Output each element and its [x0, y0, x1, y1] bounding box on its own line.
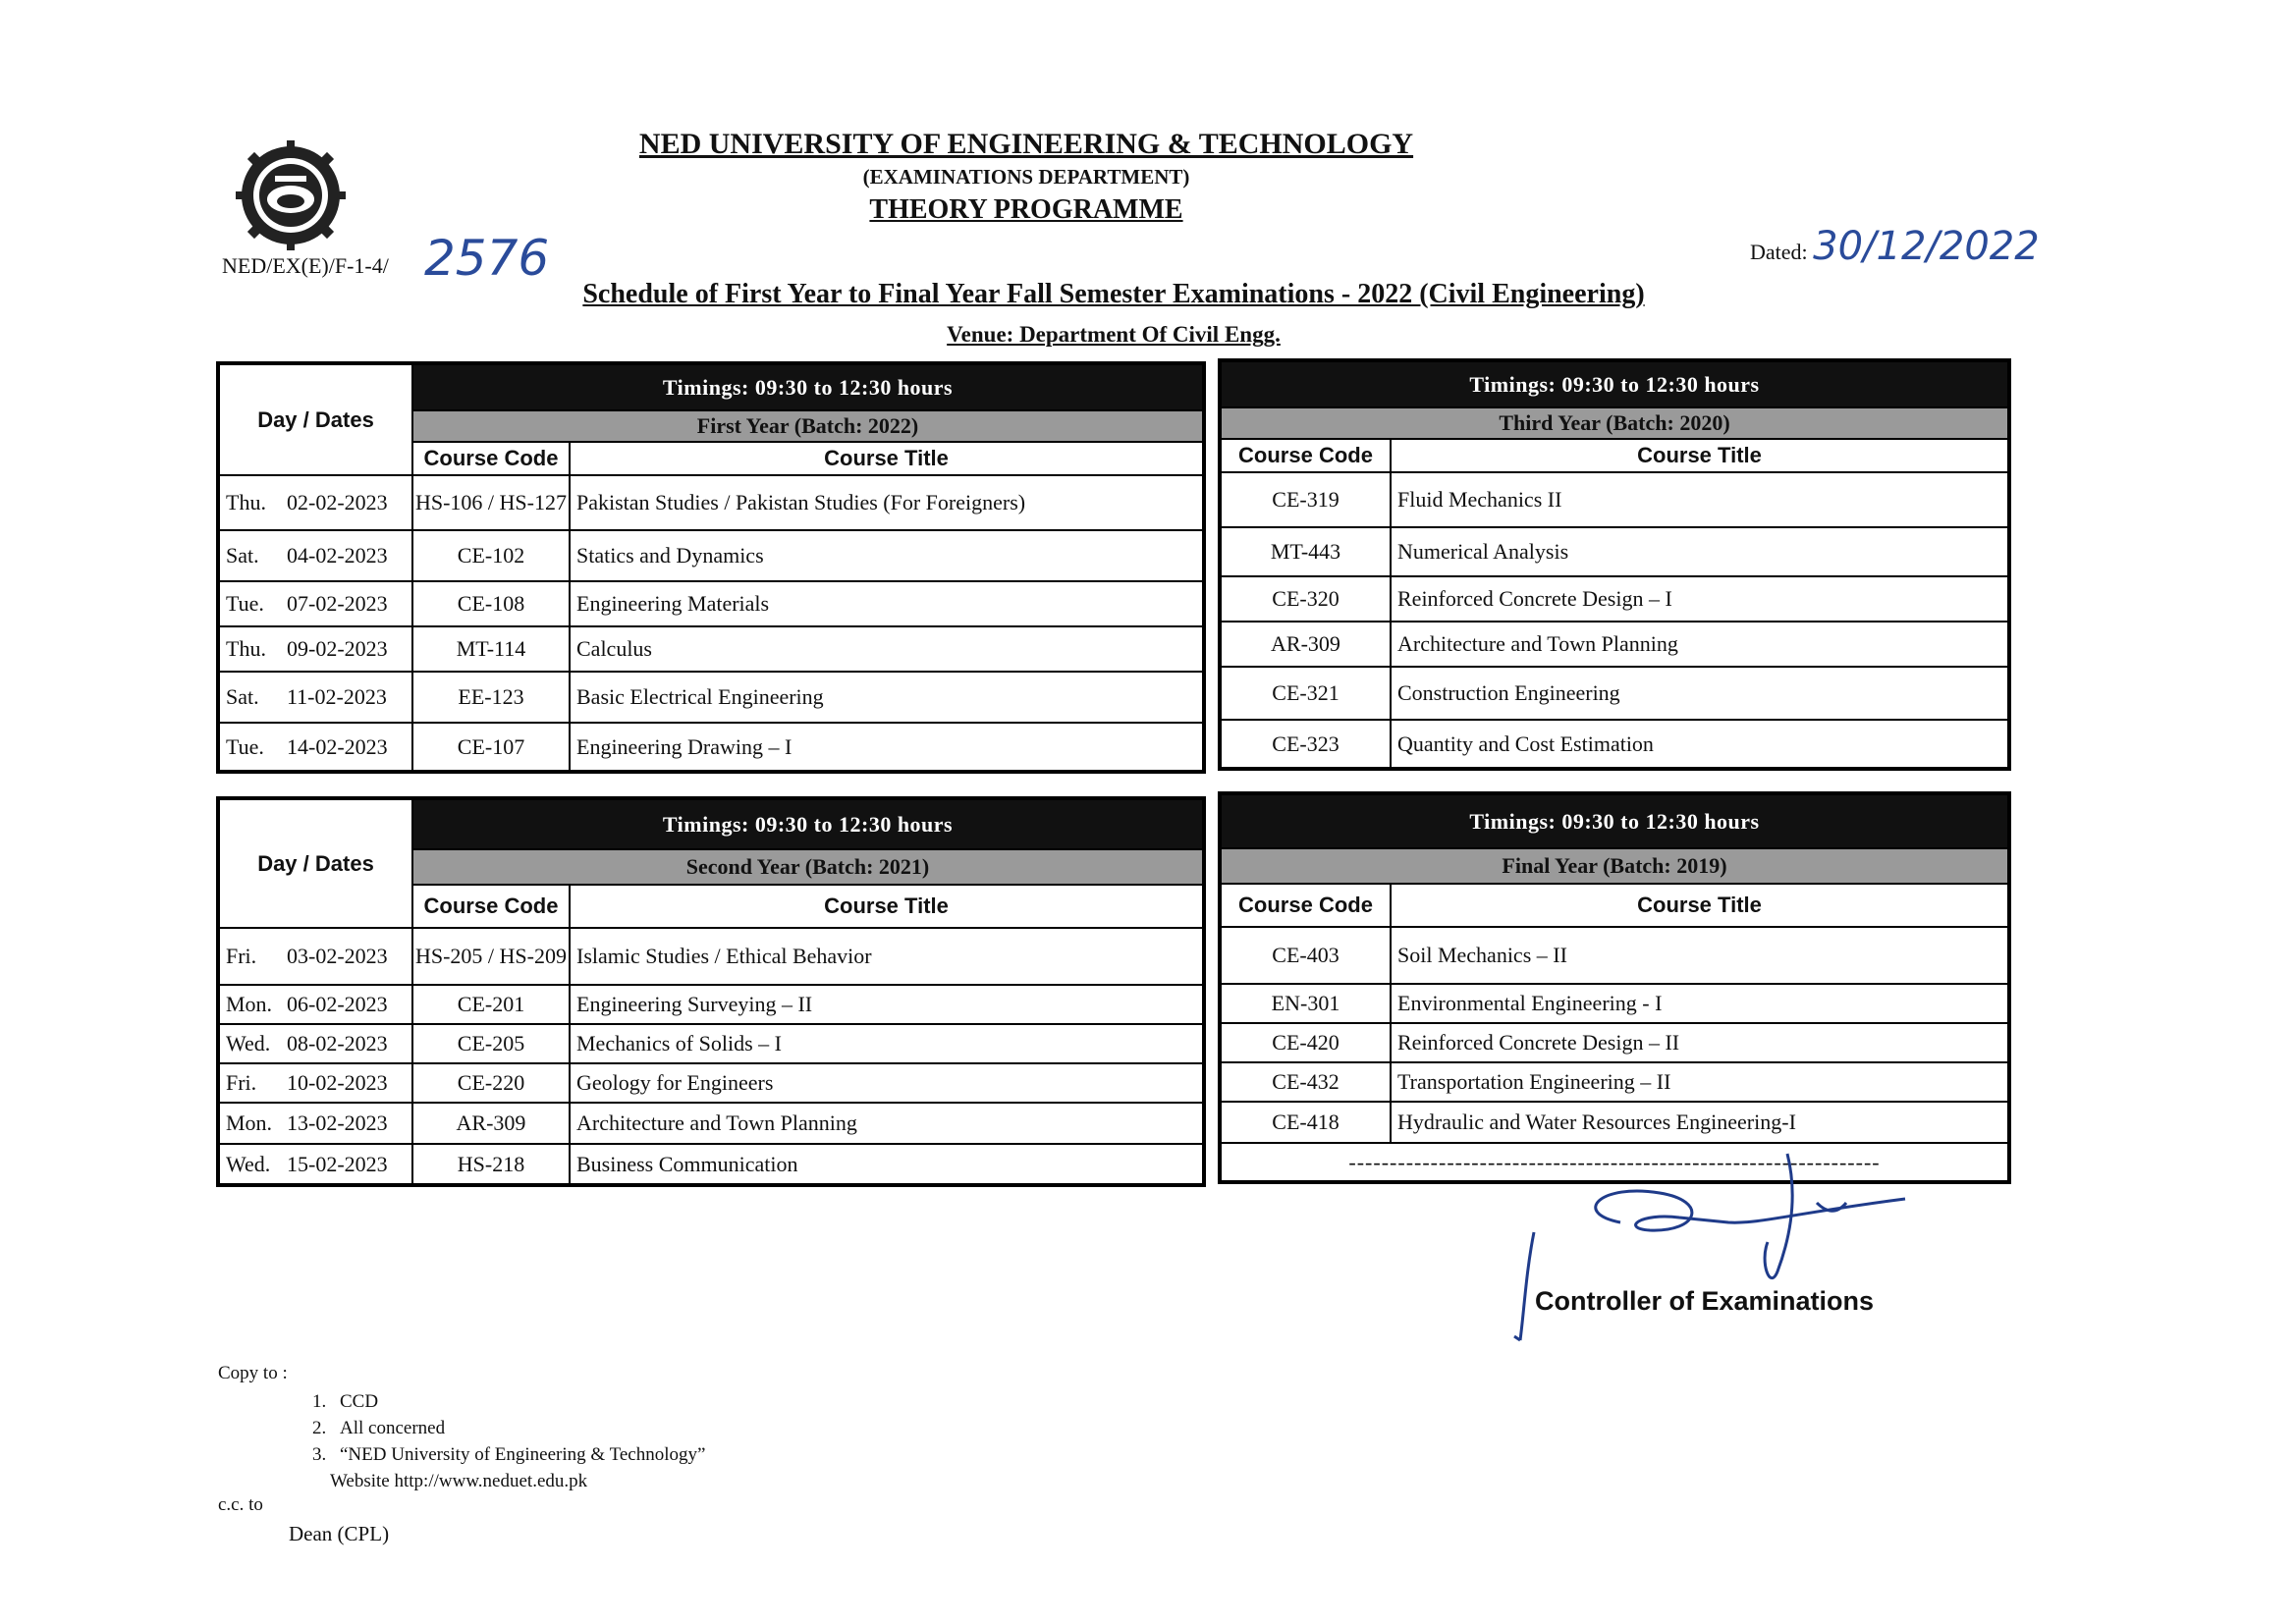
table-row	[218, 723, 1204, 772]
day-dates-header: Day / Dates	[218, 798, 412, 928]
table-row	[1220, 622, 2009, 667]
course-code: EE-123	[412, 672, 570, 723]
table-row	[1220, 927, 2009, 984]
course-code: CE-108	[412, 581, 570, 626]
course-code: AR-309	[412, 1103, 570, 1144]
day-name: Tue.	[226, 591, 264, 616]
handwritten-ref-number: 2576	[424, 230, 550, 287]
venue-line: Venue: Department Of Civil Engg.	[947, 322, 1281, 347]
day-name: Sat.	[226, 543, 259, 568]
course-code: CE-220	[412, 1063, 570, 1103]
day-name: Thu.	[226, 636, 266, 661]
course-title: Statics and Dynamics	[570, 530, 1204, 581]
course-code-header: Course Code	[1220, 439, 1391, 472]
course-code: CE-201	[412, 985, 570, 1024]
course-code: CE-420	[1220, 1023, 1391, 1062]
course-title-header: Course Title	[570, 442, 1204, 475]
table-row	[218, 530, 1204, 581]
course-code: HS-106 / HS-127	[412, 475, 570, 530]
course-code: EN-301	[1220, 984, 1391, 1023]
course-title: Construction Engineering	[1391, 667, 2009, 720]
course-code-header: Course Code	[412, 885, 570, 928]
batch-header: Final Year (Batch: 2019)	[1220, 848, 2009, 884]
table-row	[1220, 472, 2009, 527]
course-title-header: Course Title	[570, 885, 1204, 928]
copy-to-list	[312, 1388, 705, 1494]
table-row	[1220, 527, 2009, 576]
course-code: CE-205	[412, 1024, 570, 1063]
course-code: CE-418	[1220, 1102, 1391, 1143]
course-title: Mechanics of Solids – I	[570, 1024, 1204, 1063]
day-name: Wed.	[226, 1031, 271, 1056]
course-title: Calculus	[570, 626, 1204, 672]
handwritten-date: 30/12/2022	[1813, 224, 2040, 269]
cc-recipient: Dean (CPL)	[289, 1522, 390, 1545]
exam-date: 09-02-2023	[287, 636, 388, 661]
signature	[1503, 1144, 1915, 1350]
cc-label: c.c. to	[218, 1494, 263, 1515]
table-row	[218, 581, 1204, 626]
table-row	[218, 1144, 1204, 1185]
timings-header: Timings: 09:30 to 12:30 hours	[1220, 360, 2009, 407]
day-name: Mon.	[226, 1110, 273, 1135]
timings-header: Timings: 09:30 to 12:30 hours	[412, 363, 1204, 410]
course-title: Reinforced Concrete Design – I	[1391, 576, 2009, 622]
course-code: CE-107	[412, 723, 570, 772]
third-year-table	[1218, 358, 2011, 771]
table-row	[1220, 1023, 2009, 1062]
table-row	[1220, 984, 2009, 1023]
timings-header: Timings: 09:30 to 12:30 hours	[412, 798, 1204, 849]
course-title: Soil Mechanics – II	[1391, 927, 2009, 984]
list-item: 2. All concerned	[312, 1418, 446, 1438]
day-name: Thu.	[226, 490, 266, 514]
timings-header: Timings: 09:30 to 12:30 hours	[1220, 793, 2009, 848]
day-name: Tue.	[226, 733, 264, 759]
day-name: Mon.	[226, 992, 273, 1016]
website-line: Website http://www.neduet.edu.pk	[330, 1471, 588, 1491]
table-row	[1220, 576, 2009, 622]
table-row	[218, 928, 1204, 985]
day-name: Fri.	[226, 1070, 257, 1095]
table-row	[218, 672, 1204, 723]
course-title: Engineering Materials	[570, 581, 1204, 626]
first-year-table	[216, 361, 1206, 774]
exam-date: 10-02-2023	[287, 1070, 388, 1095]
exam-date: 15-02-2023	[287, 1151, 388, 1176]
table-row	[1220, 1102, 2009, 1143]
course-title: Architecture and Town Planning	[1391, 622, 2009, 667]
course-title-header: Course Title	[1391, 884, 2009, 927]
course-title: Business Communication	[570, 1144, 1204, 1185]
course-code: MT-443	[1220, 527, 1391, 576]
table-row	[218, 1024, 1204, 1063]
exam-date: 06-02-2023	[287, 992, 388, 1016]
course-title: Architecture and Town Planning	[570, 1103, 1204, 1144]
course-title: Transportation Engineering – II	[1391, 1062, 2009, 1102]
course-code-header: Course Code	[412, 442, 570, 475]
course-title: Engineering Drawing – I	[570, 723, 1204, 772]
exam-date: 03-02-2023	[287, 944, 388, 968]
course-title: Quantity and Cost Estimation	[1391, 720, 2009, 769]
course-title: Engineering Surveying – II	[570, 985, 1204, 1024]
course-code: MT-114	[412, 626, 570, 672]
course-code: HS-205 / HS-209	[412, 928, 570, 985]
department-name: (EXAMINATIONS DEPARTMENT)	[862, 165, 1190, 189]
table-row	[218, 475, 1204, 530]
table-row	[1220, 720, 2009, 769]
exam-date: 04-02-2023	[287, 543, 388, 568]
copy-to-label: Copy to :	[218, 1363, 288, 1383]
course-title: Reinforced Concrete Design – II	[1391, 1023, 2009, 1062]
course-title: Geology for Engineers	[570, 1063, 1204, 1103]
day-name: Sat.	[226, 684, 259, 709]
table-row	[218, 985, 1204, 1024]
exam-date: 02-02-2023	[287, 490, 388, 514]
course-code: CE-319	[1220, 472, 1391, 527]
table-row	[218, 1063, 1204, 1103]
exam-date: 08-02-2023	[287, 1031, 388, 1056]
exam-date: 07-02-2023	[287, 591, 388, 616]
day-name: Fri.	[226, 944, 257, 968]
final-year-table	[1218, 791, 2011, 1184]
exam-date: 13-02-2023	[287, 1110, 388, 1135]
course-title: Islamic Studies / Ethical Behavior	[570, 928, 1204, 985]
course-code: AR-309	[1220, 622, 1391, 667]
dash-line: -----------------------------------------------------------------	[1220, 1143, 2009, 1182]
day-dates-header: Day / Dates	[218, 363, 412, 475]
course-title: Pakistan Studies / Pakistan Studies (For Foreigners)	[570, 475, 1204, 530]
course-title: Environmental Engineering - I	[1391, 984, 2009, 1023]
university-name: NED UNIVERSITY OF ENGINEERING & TECHNOLOGY	[638, 128, 1414, 160]
batch-header: First Year (Batch: 2022)	[412, 410, 1204, 442]
list-item: 3. “NED University of Engineering & Technology”	[312, 1444, 706, 1465]
table-row	[218, 626, 1204, 672]
course-code: CE-432	[1220, 1062, 1391, 1102]
course-title: Numerical Analysis	[1391, 527, 2009, 576]
course-code: HS-218	[412, 1144, 570, 1185]
batch-header: Second Year (Batch: 2021)	[412, 849, 1204, 885]
course-code: CE-102	[412, 530, 570, 581]
course-title: Hydraulic and Water Resources Engineering-I	[1391, 1102, 2009, 1143]
reference-number: NED/EX(E)/F-1-4/	[222, 253, 389, 278]
course-code: CE-403	[1220, 927, 1391, 984]
table-row	[218, 1103, 1204, 1144]
programme-title: THEORY PROGRAMME	[869, 194, 1183, 225]
course-code: CE-323	[1220, 720, 1391, 769]
signatory-title: Controller of Examinations	[1535, 1286, 1875, 1316]
list-item: 1. CCD	[312, 1391, 379, 1412]
second-year-table	[216, 796, 1206, 1187]
course-title-header: Course Title	[1391, 439, 2009, 472]
course-title: Basic Electrical Engineering	[570, 672, 1204, 723]
course-title: Fluid Mechanics II	[1391, 472, 2009, 527]
course-code-header: Course Code	[1220, 884, 1391, 927]
dated-field: Dated: 30/12/2022	[1750, 224, 2040, 269]
exam-date: 11-02-2023	[287, 684, 387, 709]
schedule-title: Schedule of First Year to Final Year Fall Semester Examinations - 2022 (Civil Engineering)	[582, 279, 1645, 309]
exam-date: 14-02-2023	[287, 733, 388, 759]
table-row	[1220, 1062, 2009, 1102]
course-code: CE-320	[1220, 576, 1391, 622]
table-row	[1220, 667, 2009, 720]
day-name: Wed.	[226, 1151, 271, 1176]
course-code: CE-321	[1220, 667, 1391, 720]
batch-header: Third Year (Batch: 2020)	[1220, 407, 2009, 439]
